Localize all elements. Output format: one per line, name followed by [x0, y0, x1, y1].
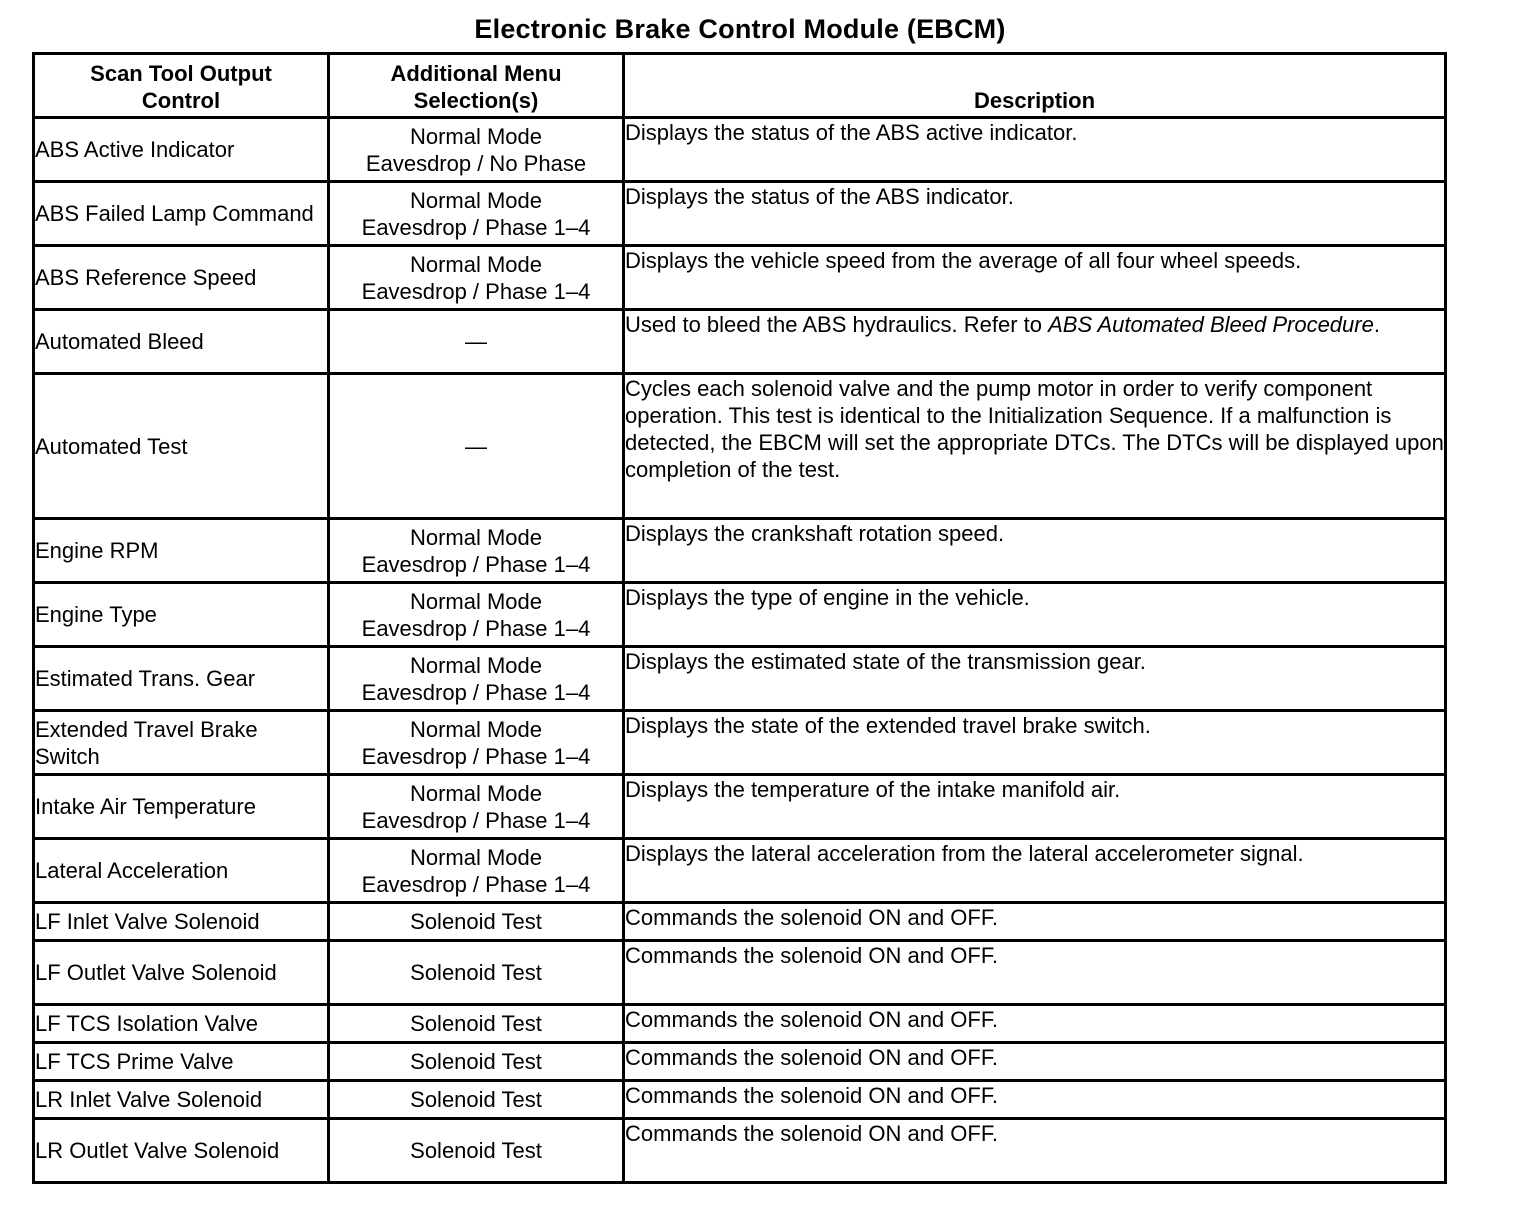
control-cell: LR Inlet Valve Solenoid — [34, 1081, 329, 1119]
description-text: Used to bleed the ABS hydraulics. Refer to — [625, 312, 1049, 337]
table-row — [34, 839, 1446, 903]
description-cell: Displays the lateral acceleration from the lateral accelerometer signal. — [624, 839, 1446, 903]
table-row — [34, 941, 1446, 1005]
ebcm-output-control-table — [32, 52, 1447, 1184]
table-row — [34, 647, 1446, 711]
menu-line-1: Normal Mode — [409, 524, 543, 550]
control-cell: Automated Bleed — [34, 310, 329, 374]
header-row — [34, 54, 1446, 118]
table-row — [34, 519, 1446, 583]
menu-cell: — — [329, 374, 624, 519]
control-cell: Extended Travel Brake Switch — [34, 711, 329, 775]
control-cell: Automated Test — [34, 374, 329, 519]
description-cell: Commands the solenoid ON and OFF. — [624, 1005, 1446, 1043]
description-cell: Displays the status of the ABS indicator. — [624, 182, 1446, 246]
table-row — [34, 182, 1446, 246]
description-cell: Displays the crankshaft rotation speed. — [624, 519, 1446, 583]
menu-line-2: Eavesdrop / Phase 1–4 — [361, 551, 591, 577]
description-tail: . — [1373, 312, 1380, 337]
menu-line-2: Eavesdrop / Phase 1–4 — [361, 679, 591, 705]
table-row — [34, 118, 1446, 182]
menu-cell — [329, 711, 624, 775]
description-cell — [624, 310, 1446, 374]
description-cell: Commands the solenoid ON and OFF. — [624, 1119, 1446, 1183]
menu-line-1: Normal Mode — [409, 780, 543, 806]
control-cell: Engine Type — [34, 583, 329, 647]
control-cell: ABS Active Indicator — [34, 118, 329, 182]
menu-cell — [329, 839, 624, 903]
description-cell: Displays the status of the ABS active indicator. — [624, 118, 1446, 182]
header-col1-line1: Scan Tool Output — [90, 60, 272, 86]
header-description: Description — [624, 54, 1446, 118]
control-text: ABS Failed Lamp Command — [35, 201, 314, 226]
table-row — [34, 1081, 1446, 1119]
menu-cell — [329, 775, 624, 839]
description-cell: Commands the solenoid ON and OFF. — [624, 941, 1446, 1005]
menu-cell — [329, 118, 624, 182]
header-additional-menu-selections — [329, 54, 624, 118]
control-cell — [34, 182, 329, 246]
menu-cell — [329, 246, 624, 310]
description-cell: Displays the type of engine in the vehicle. — [624, 583, 1446, 647]
description-cell: Displays the vehicle speed from the average of all four wheel speeds. — [624, 246, 1446, 310]
description-cell: Displays the temperature of the intake manifold air. — [624, 775, 1446, 839]
control-cell: LF Inlet Valve Solenoid — [34, 903, 329, 941]
table-row — [34, 246, 1446, 310]
menu-line-1: Normal Mode — [409, 588, 543, 614]
menu-line-1: Normal Mode — [409, 187, 543, 213]
menu-line-1: Normal Mode — [409, 251, 543, 277]
procedure-reference: ABS Automated Bleed Procedure — [1048, 312, 1374, 337]
menu-line-1: Normal Mode — [409, 844, 543, 870]
description-cell: Cycles each solenoid valve and the pump motor in order to verify component operation. This test is identical to the Initialization Sequence. If a malfunction is detected, the EBCM will set the appropriate DTCs. The DTCs will be displayed upon completion of the test. — [624, 374, 1446, 519]
menu-line-2: Eavesdrop / Phase 1–4 — [361, 214, 591, 240]
description-cell: Displays the estimated state of the transmission gear. — [624, 647, 1446, 711]
table-row — [34, 310, 1446, 374]
menu-cell: — — [329, 310, 624, 374]
control-cell: LF TCS Prime Valve — [34, 1043, 329, 1081]
menu-line-1: Normal Mode — [409, 716, 543, 742]
control-cell: ABS Reference Speed — [34, 246, 329, 310]
menu-line-1: Normal Mode — [409, 652, 543, 678]
menu-cell: Solenoid Test — [329, 1043, 624, 1081]
control-cell: LF Outlet Valve Solenoid — [34, 941, 329, 1005]
menu-cell: Solenoid Test — [329, 1081, 624, 1119]
header-col1-line2: Control — [141, 87, 221, 113]
control-cell: Estimated Trans. Gear — [34, 647, 329, 711]
description-cell: Commands the solenoid ON and OFF. — [624, 1043, 1446, 1081]
page-title: Electronic Brake Control Module (EBCM) — [474, 14, 1006, 44]
control-cell: Engine RPM — [34, 519, 329, 583]
header-col2-line1: Additional Menu — [390, 60, 562, 86]
menu-cell: Solenoid Test — [329, 1005, 624, 1043]
menu-cell: Solenoid Test — [329, 941, 624, 1005]
table-row — [34, 711, 1446, 775]
menu-line-2: Eavesdrop / Phase 1–4 — [361, 743, 591, 769]
table-row — [34, 583, 1446, 647]
menu-cell — [329, 583, 624, 647]
header-scan-tool-output-control — [34, 54, 329, 118]
menu-line-2: Eavesdrop / Phase 1–4 — [361, 278, 591, 304]
table-row — [34, 1005, 1446, 1043]
menu-cell: Solenoid Test — [329, 903, 624, 941]
table-row — [34, 374, 1446, 519]
description-cell: Commands the solenoid ON and OFF. — [624, 1081, 1446, 1119]
description-cell: Displays the state of the extended travel brake switch. — [624, 711, 1446, 775]
control-cell: LR Outlet Valve Solenoid — [34, 1119, 329, 1183]
menu-cell — [329, 647, 624, 711]
menu-cell: Solenoid Test — [329, 1119, 624, 1183]
control-cell: Lateral Acceleration — [34, 839, 329, 903]
control-cell: LF TCS Isolation Valve — [34, 1005, 329, 1043]
menu-cell — [329, 519, 624, 583]
table-row — [34, 1043, 1446, 1081]
description-cell: Commands the solenoid ON and OFF. — [624, 903, 1446, 941]
menu-line-2: Eavesdrop / Phase 1–4 — [361, 871, 591, 897]
menu-line-2: Eavesdrop / Phase 1–4 — [361, 807, 591, 833]
menu-line-1: Normal Mode — [409, 123, 543, 149]
table-row — [34, 903, 1446, 941]
menu-cell — [329, 182, 624, 246]
menu-line-2: Eavesdrop / Phase 1–4 — [361, 615, 591, 641]
table-row — [34, 1119, 1446, 1183]
menu-line-2: Eavesdrop / No Phase — [365, 150, 587, 176]
header-col2-line2: Selection(s) — [413, 87, 539, 113]
control-cell: Intake Air Temperature — [34, 775, 329, 839]
table-row — [34, 775, 1446, 839]
